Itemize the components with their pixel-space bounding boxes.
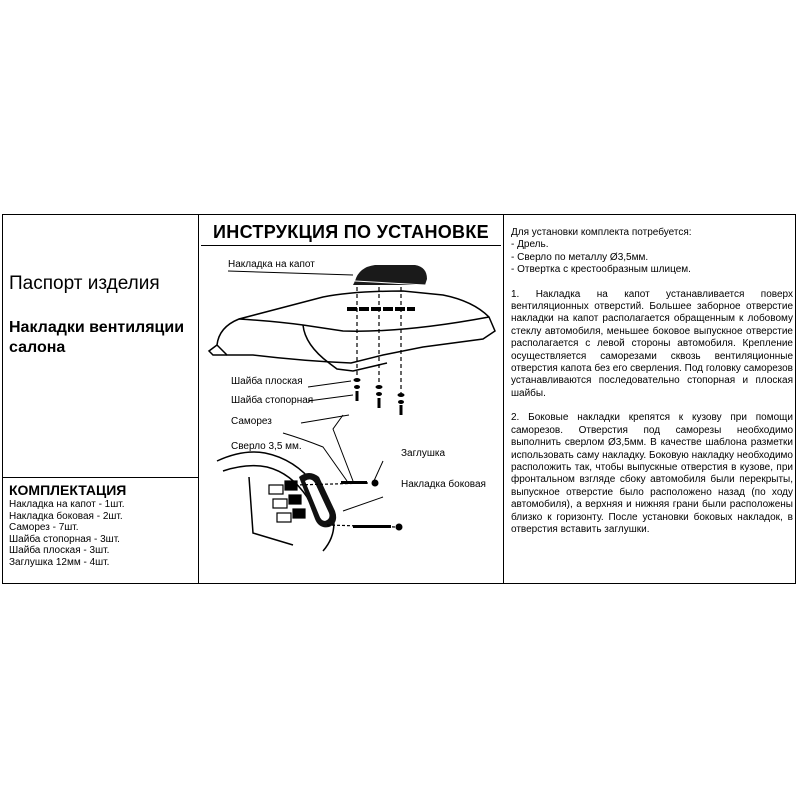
step-1: 1. Накладка на капот устанавливается поверх вентиляционных отверстий. Большее заборное отверстие накладки на капот располагается обращенным к лобовому стеклу автомобиля, меньшее боковое выпускное отверстие располагается с левой стороны автомобиля. Крепление осуществляется саморезами сквозь вентиляционные отверстия капота без его сверления. Под головку саморезов устанавливаются последовательно стопорная и плоская шайбы. [511,288,793,399]
assembly-lines [357,287,401,393]
list-item: Накладка боковая - 2шт. [9,510,123,522]
fasteners-hood [354,378,405,415]
product-name: Накладки вентиляции салона [9,319,185,356]
label-hood-cover: Накладка на капот [228,259,315,270]
label-plug: Заглушка [401,448,446,459]
hood-drawing [209,291,495,371]
tool-item: - Дрель. [511,239,549,251]
tools-intro: Для установки комплекта потребуется: [511,227,692,238]
list-item: Заглушка 12мм - 4шт. [9,556,110,568]
list-item: Шайба стопорная - 3шт. [9,533,120,545]
label-screw: Саморез [231,416,272,427]
side-screws [341,480,403,531]
passport-title: Паспорт изделия [9,273,160,294]
label-drill: Сверло 3,5 мм. [231,441,302,452]
instruction-sheet [2,214,796,584]
kit-heading: КОМПЛЕКТАЦИЯ [3,477,199,498]
tool-item: - Отвертка с крестообразным шлицем. [511,264,691,276]
hood-cover-drawing [353,265,427,285]
side-cover-drawing [299,473,336,527]
list-item: Шайба плоская - 3шт. [9,545,110,557]
tool-item: - Сверло по металлу Ø3,5мм. [511,251,649,263]
step-2: 2. Боковые накладки крепятся к кузову при помощи саморезов. Отверстия под саморезы необходимо выполнить сверлом Ø3,5мм. В качестве шаблона разметки использовать саму накладку. Боковую накладку необходимо расположить так, чтобы выпускные отверстия в кузове, при фронтальном взгляде сбоку автомобиля были перекрыты, выпускное отверстие было расположено назад (по ходу автомобиля), а верхняя и нижняя грани были расположены близко к горизонту. После установки боковых накладок, в отверстия вставить заглушки. [511,412,793,535]
instruction-title: ИНСТРУКЦИЯ ПО УСТАНОВКЕ [213,222,489,242]
list-item: Саморез - 7шт. [9,522,79,534]
label-side-cover: Накладка боковая [401,479,486,490]
list-item: Накладка на капот - 1шт. [9,499,125,510]
label-lock-washer: Шайба стопорная [231,395,314,406]
label-flat-washer: Шайба плоская [231,376,303,387]
instructions-text [511,227,793,536]
